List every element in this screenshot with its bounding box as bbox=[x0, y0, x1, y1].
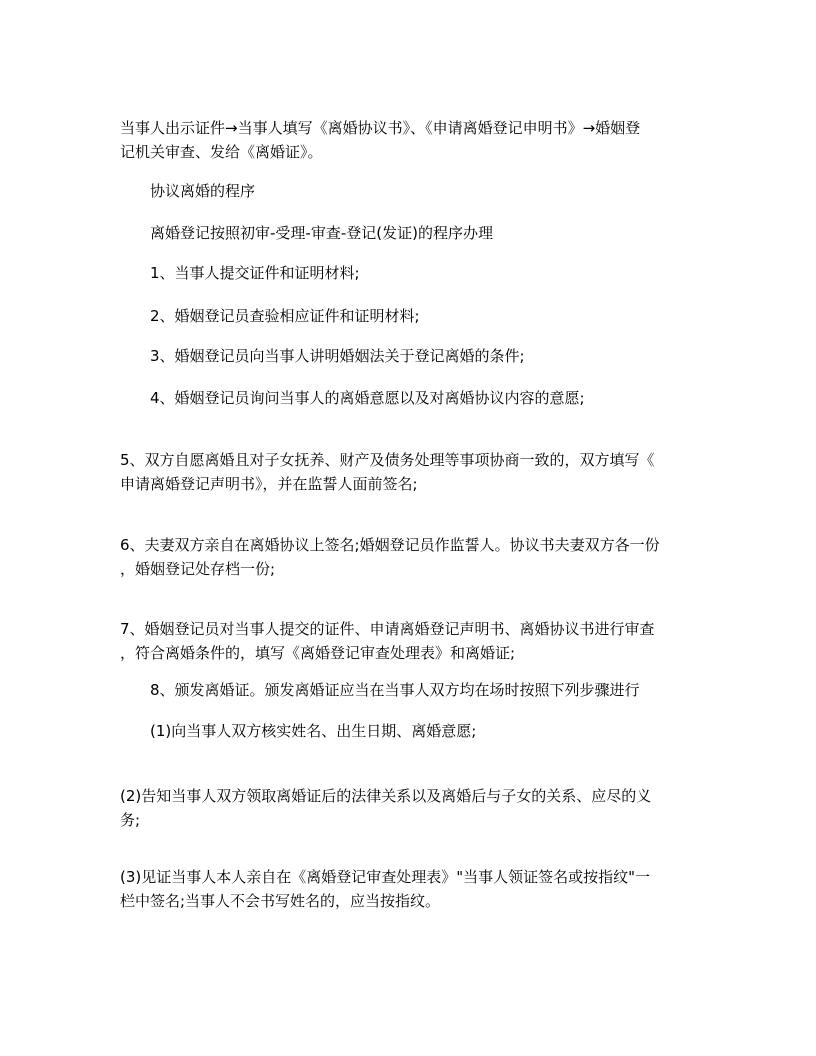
step-1: 1、当事人提交证件和证明材料; bbox=[150, 264, 360, 282]
procedure-intro: 离婚登记按照初审-受理-审查-登记(发证)的程序办理 bbox=[150, 224, 493, 242]
section-heading: 协议离婚的程序 bbox=[150, 182, 256, 200]
step-8: 8、颁发离婚证。颁发离婚证应当在当事人双方均在场时按照下列步骤进行 bbox=[150, 681, 640, 699]
para1-line2: 记机关审查、发给《离婚证》。 bbox=[120, 143, 323, 161]
step-6-line2: ，婚姻登记处存档一份; bbox=[120, 560, 276, 578]
step-6-line1: 6、夫妻双方亲自在离婚协议上签名;婚姻登记员作监誓人。协议书夫妻双方各一份 bbox=[120, 536, 660, 554]
step-5-line2: 申请离婚登记声明书》，并在监誓人面前签名; bbox=[120, 475, 418, 493]
step-7-line2: ，符合离婚条件的，填写《离婚登记审查处理表》和离婚证; bbox=[120, 644, 516, 662]
step-2: 2、婚姻登记员查验相应证件和证明材料; bbox=[150, 307, 420, 325]
step-5-line1: 5、双方自愿离婚且对子女抚养、财产及债务处理等事项协商一致的，双方填写《 bbox=[120, 451, 655, 469]
para1-line1: 当事人出示证件→当事人填写《离婚协议书》、《申请离婚登记申明书》→婚姻登 bbox=[120, 119, 641, 137]
step-3: 3、婚姻登记员向当事人讲明婚姻法关于登记离婚的条件; bbox=[150, 347, 525, 365]
substep-2-line2: 务; bbox=[120, 811, 141, 829]
step-4: 4、婚姻登记员询问当事人的离婚意愿以及对离婚协议内容的意愿; bbox=[150, 389, 585, 407]
substep-3-line2: 栏中签名;当事人不会书写姓名的，应当按指纹。 bbox=[120, 892, 441, 910]
substep-1: (1)向当事人双方核实姓名、出生日期、离婚意愿; bbox=[150, 722, 477, 740]
step-7-line1: 7、婚姻登记员对当事人提交的证件、申请离婚登记声明书、离婚协议书进行审查 bbox=[120, 620, 655, 638]
substep-2-line1: (2)告知当事人双方领取离婚证后的法律关系以及离婚后与子女的关系、应尽的义 bbox=[120, 787, 652, 805]
substep-3-line1: (3)见证当事人本人亲自在《离婚登记审查处理表》"当事人领证签名或按指纹"一 bbox=[120, 868, 651, 886]
